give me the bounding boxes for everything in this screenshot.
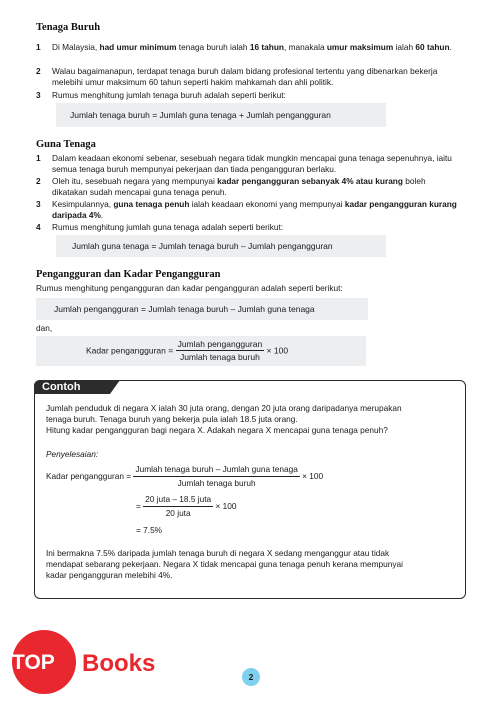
list-item (36, 222, 461, 233)
formula-jumlah-tenaga-buruh: Jumlah tenaga buruh = Jumlah guna tenaga + Jumlah pengangguran (70, 110, 331, 120)
question-line: Hitung kadar pengangguran bagi negara X. Adakah negara X mencapai guna tenaga penuh? (46, 425, 388, 435)
formula-kadar-pengangguran: Kadar pengangguran = $\frac{\text{Jumlah pengangguran}}{\text{Jumlah tenaga buruh}}$ × 100 (86, 339, 289, 362)
item-text: Kesimpulannya, guna tenaga penuh ialah keadaan ekonomi yang mempunyai kadar pengangguran kurang daripada 4%. (52, 199, 457, 220)
contoh-label: Contoh (34, 380, 110, 394)
item-text: Rumus menghitung jumlah guna tenaga adalah seperti berikut: (52, 222, 284, 232)
formula-box (36, 298, 368, 320)
heading-guna-tenaga: Guna Tenaga (36, 139, 96, 150)
logo-top-text: TOP (12, 651, 55, 674)
fraction: $\frac{\text{Jumlah pengangguran}}{\text{Jumlah tenaga buruh}}$ (177, 339, 263, 362)
formula-jumlah-pengangguran: Jumlah pengangguran = Jumlah tenaga buruh – Jumlah guna tenaga (54, 304, 315, 314)
dan-text: dan, (36, 323, 53, 333)
question-line: tenaga buruh. Tenaga buruh yang bekerja pula ialah 18.5 juta orang. (46, 414, 298, 424)
item-number: 2 (36, 66, 41, 76)
conclusion-line: mendapat sebarang pekerjaan. Negara X tidak mencapai guna tenaga penuh kerana mempunyai (46, 559, 404, 569)
formula-box (56, 235, 386, 257)
penyelesaian-label: Penyelesaian: (46, 449, 99, 459)
topbooks-logo (0, 628, 200, 700)
list-item (36, 176, 461, 197)
item-number: 1 (36, 153, 41, 163)
intro-text: Rumus menghitung pengangguran dan kadar pengangguran adalah seperti berikut: (36, 283, 343, 293)
formula-box (36, 336, 366, 366)
list-item (36, 199, 461, 220)
list-item (36, 42, 461, 53)
heading-pengangguran: Pengangguran dan Kadar Pengangguran (36, 269, 221, 280)
item-text: Rumus menghitung jumlah tenaga buruh adalah seperti berikut: (52, 90, 286, 100)
heading-tenaga-buruh: Tenaga Buruh (36, 22, 101, 33)
item-number: 2 (36, 176, 41, 186)
item-number: 3 (36, 90, 41, 100)
formula-jumlah-guna-tenaga: Jumlah guna tenaga = Jumlah tenaga buruh – Jumlah pengangguran (72, 241, 333, 251)
page-number: 2 (242, 668, 260, 686)
item-text: Oleh itu, sesebuah negara yang mempunyai kadar pengangguran sebanyak 4% atau kurang boleh dikatakan sudah mencapai guna tenaga penuh. (52, 176, 426, 197)
list-item (36, 153, 461, 174)
item-text: Walau bagaimanapun, terdapat tenaga buruh dalam bidang profesional tertentu yang dibenarkan bekerja melebihi umur maksimum 60 tahun seperti hakim mahkamah dan ahli politik. (52, 66, 438, 87)
fraction: $\frac{\text{20 juta – 18.5 juta}}{\text{20 juta}}$ (145, 494, 212, 518)
fraction: $\frac{\text{Jumlah tenaga buruh – Jumlah guna tenaga}}{\text{Jumlah tenaga buruh}}$ (135, 464, 298, 488)
item-number: 4 (36, 222, 41, 232)
logo-graphic (0, 628, 200, 700)
solution-step-3: = 7.5% (136, 525, 163, 535)
list-item (36, 66, 461, 87)
conclusion-line: kadar pengangguran melebihi 4%. (46, 570, 173, 580)
item-number: 1 (36, 42, 41, 52)
item-text: Di Malaysia, had umur minimum tenaga buruh ialah 16 tahun, manakala umur maksimum ialah 60 tahun. (52, 42, 452, 52)
question-line: Jumlah penduduk di negara X ialah 30 juta orang, dengan 20 juta orang daripadanya merupakan (46, 403, 402, 413)
solution-step-2: = $\frac{\text{20 juta – 18.5 juta}}{\text{20 juta}}$ × 100 (136, 494, 237, 518)
list-item (36, 90, 461, 101)
item-number: 3 (36, 199, 41, 209)
logo-books-text: Books (82, 650, 156, 677)
conclusion-line: Ini bermakna 7.5% daripada jumlah tenaga buruh di negara X sedang menganggur atau tidak (46, 548, 390, 558)
item-text: Dalam keadaan ekonomi sebenar, sesebuah negara tidak mungkin mencapai guna tenaga sepenuhnya, iaitu semua tenaga buruh mempunyai pekerjaan dan tiada pengangguran berlaku. (52, 153, 452, 174)
formula-box (56, 103, 386, 127)
solution-step-1: Kadar pengangguran = $\frac{\text{Jumlah tenaga buruh – Jumlah guna tenaga}}{\text{Jumlah tenaga buruh}}$ × 100 (46, 464, 324, 488)
